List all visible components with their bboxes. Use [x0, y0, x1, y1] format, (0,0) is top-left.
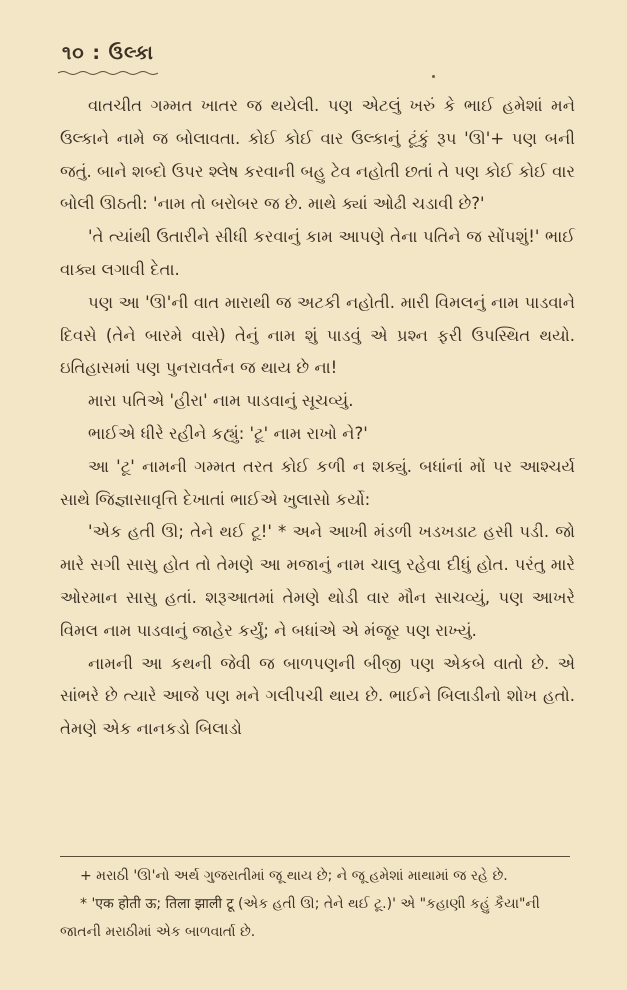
footnotes	[60, 862, 575, 946]
paragraph: ભાઈએ ધીરે રહીને કહ્યું: 'ટૂ' નામ રાખો ને?'	[88, 423, 368, 443]
paragraph: 'એક હતી ઊ; તેને થઈ ટૂ!' * અને આખી મંડળી ખડખડાટ હસી પડી. જો મારે સગી સાસુ હોત તો તેમણે આ મજાનું નામ ચાલુ રહેવા દીધું હોત. પરંતુ મારે ઓરમાન સાસુ હતાં. શરૂઆતમાં તેમણે થોડી વાર મૌન સાચવ્યું, પણ આખરે વિમલ નામ પાડવાનું જાહેર કર્યું; ને બધાંએ એ મંજૂર પણ રાખ્યું.	[60, 522, 575, 640]
decorative-wavy-rule	[58, 70, 158, 76]
main-text	[60, 90, 575, 746]
footnote: * 'एक होती ऊ; तिला झाली टू (એક હતી ઊ; તેને થઈ ટૂ.)' એ "કહાણી કહું કૈયા"ની જાતની મરાઠીમાં એક બાળવાર્તા છે.	[60, 896, 540, 940]
paper-speck	[432, 75, 435, 78]
footnote: + મરાઠી 'ઊ'નો અર્થ ગુજરાતીમાં જૂ થાય છે; ને જૂ હમેશાં માથામાં જ રહે છે.	[80, 868, 508, 884]
paragraph: મારા પતિએ 'હીરા' નામ પાડવાનું સૂચવ્યું.	[88, 391, 354, 411]
paragraph: આ 'ટૂ' નામની ગમ્મત તરત કોઈ કળી ન શક્યું. બધાંનાં મોં પર આશ્ચર્ય સાથે જિજ્ઞાસાવૃત્તિ દેખાતાં ભાઈએ ખુલાસો કર્યો:	[60, 456, 575, 509]
paragraph: 'તે ત્યાંથી ઉતારીને સીધી કરવાનું કામ આપણે તેના પતિને જ સોંપશું!' ભાઈ વાક્ય લગાવી દેતા.	[60, 227, 575, 279]
running-head: ૧૦ : ઉલ્કા	[62, 42, 154, 64]
footnote-divider	[60, 856, 570, 857]
paragraph: પણ આ 'ઊ'ની વાત મારાથી જ અટકી નહોતી. મારી વિમલનું નામ પાડવાને દિવસે (તેને બારમે વાસે) તેનું નામ શું પાડવું એ પ્રશ્ન ફરી ઉપસ્થિત થયો. ઇતિહાસમાં પણ પુનરાવર્તન જ થાય છે ના!	[60, 292, 575, 378]
paragraph: વાતચીત ગમ્મત ખાતર જ થયેલી. પણ એટલું ખરું કે ભાઈ હમેશાં મને ઉલ્કાને નામે જ બોલાવતા. કોઈ કોઈ વાર ઉલ્કાનું ટૂંકું રૂપ 'ઊ'+ પણ બની જતું. બાને શબ્દો ઉપર શ્લેષ કરવાની બહુ ટેવ નહોતી છતાં તે પણ કોઈ કોઈ વાર બોલી ઊઠતી: 'નામ તો બરોબર જ છે. માથે ક્યાં ઓઢી ચડાવી છે?'	[60, 96, 575, 214]
paragraph: નામની આ કથની જેવી જ બાળપણની બીજી પણ એકબે વાતો છે. એ સાંભરે છે ત્યારે આજે પણ મને ગલીપચી થાય છે. ભાઈને બિલાડીનો શોખ હતો. તેમણે એક નાનકડો બિલાડો	[60, 653, 575, 739]
